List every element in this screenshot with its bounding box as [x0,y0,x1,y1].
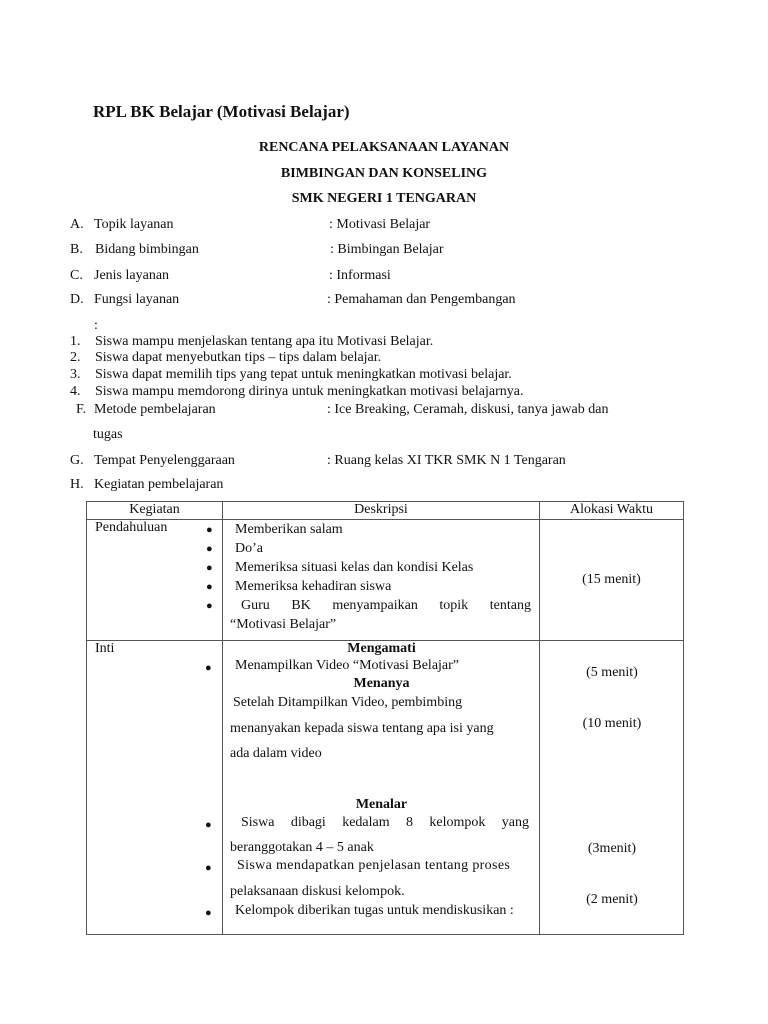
info-value-jenis: : Informasi [329,268,391,283]
word: Guru [241,598,270,613]
header-kegiatan: Kegiatan [87,502,223,520]
objective-text: Siswa dapat memilih tips yang tepat untuk meningkatkan motivasi belajar. [95,367,512,382]
objective-text: Siswa mampu menjelaskan tentang apa itu Motivasi Belajar. [95,334,434,349]
bullet-icon: ● [205,862,212,874]
info-label-fungsi: Fungsi layanan [94,292,180,307]
time-allocation: (15 menit) [582,572,641,587]
info-value-fungsi: : Pemahaman dan Pengembangan [327,292,516,307]
cell-time-pendahuluan [540,520,684,641]
kegiatan-inti: Inti [95,641,115,656]
cell-kegiatan-inti [87,641,223,935]
info-letter-d: D. [70,292,84,307]
place-label: Tempat Penyelenggaraan [94,453,235,468]
time-allocation: (5 menit) [586,665,638,680]
objective-text: Siswa mampu memdorong dirinya untuk meningkatkan motivasi belajarnya. [95,384,524,399]
header-deskripsi: Deskripsi [223,502,540,520]
section-mengamati: Mengamati [347,641,416,656]
word: topik [439,598,469,613]
list-item: Memeriksa kehadiran siswa [235,579,392,594]
method-value: : Ice Breaking, Ceramah, diskusi, tanya jawab dan [327,402,609,417]
objective-text: Siswa dapat menyebutkan tips – tips dalam belajar. [95,350,382,365]
info-letter-c: C. [70,268,83,283]
list-item: Memberikan salam [235,522,343,537]
menanya-text: Setelah Ditampilkan Video, pembimbing [233,695,463,710]
cell-deskripsi-inti [205,641,540,935]
bullet-icon: ● [205,819,212,831]
bullet-icon: ● [206,543,213,555]
stray-colon: : [94,318,98,333]
activity-label: Kegiatan pembelajaran [94,477,224,492]
info-label-bidang: Bidang bimbingan [95,242,199,257]
word: yang [501,815,529,830]
method-value-continued: tugas [93,427,123,442]
info-label-topik: Topik layanan [94,217,174,232]
place-letter: G. [70,453,84,468]
objective-number: 3. [70,367,81,382]
activity-table [86,501,684,935]
info-value-topik: : Motivasi Belajar [329,217,431,232]
header-alokasi-waktu: Alokasi Waktu [540,502,684,520]
list-item-continued: pelaksanaan diskusi kelompok. [230,884,405,899]
heading-line-2: BIMBINGAN DAN KONSELING [280,166,488,181]
time-allocation: (3menit) [587,841,637,856]
info-letter-a: A. [70,217,84,232]
info-letter-b: B. [70,242,83,257]
word: kedalam [342,815,390,830]
menanya-text: menanyakan kepada siswa tentang apa isi yang [230,721,494,736]
cell-deskripsi-pendahuluan [206,520,540,641]
word: menyampaikan [332,598,418,613]
list-item: Kelompok diberikan tugas untuk mendiskusikan : [235,903,514,918]
objective-number: 4. [70,384,81,399]
method-letter: F. [76,402,87,417]
section-menanya: Menanya [353,676,410,691]
list-item: Menampilkan Video “Motivasi Belajar” [235,658,460,673]
activity-letter: H. [70,477,84,492]
word: BK [291,598,311,613]
heading-line-1: RENCANA PELAKSANAAN LAYANAN [258,140,510,155]
bullet-icon: ● [205,907,212,919]
bullet-icon: ● [206,600,213,612]
bullet-icon: ● [206,562,213,574]
word: Siswa [241,815,275,830]
list-item: Do’a [235,541,263,556]
place-value: : Ruang kelas XI TKR SMK N 1 Tengaran [327,453,566,468]
list-item-continued: beranggotakan 4 – 5 anak [230,840,374,855]
list-item: Memeriksa situasi kelas dan kondisi Kelas [235,560,474,575]
menanya-text: ada dalam video [230,746,322,761]
word: dibagi [290,815,326,830]
list-item-justified [206,596,531,615]
objective-number: 1. [70,334,81,349]
list-item: Siswa mendapatkan penjelasan tentang proses [237,858,511,873]
cell-time-inti [540,641,684,935]
objective-number: 2. [70,350,81,365]
info-label-jenis: Jenis layanan [94,268,170,283]
info-value-bidang: : Bimbingan Belajar [330,242,444,257]
word: 8 [406,815,413,830]
kegiatan-pendahuluan: Pendahuluan [95,520,168,535]
method-label: Metode pembelajaran [94,402,216,417]
time-allocation: (10 menit) [582,716,642,731]
list-item-justified [241,815,529,831]
section-menalar: Menalar [355,797,408,812]
bullet-icon: ● [206,524,213,536]
word: kelompok [429,815,486,830]
list-item-continued: “Motivasi Belajar” [230,617,337,632]
word: tentang [489,598,531,613]
bullet-icon: ● [205,662,212,674]
cell-kegiatan-pendahuluan [87,520,223,641]
bullet-icon: ● [206,581,213,593]
heading-line-3: SMK NEGERI 1 TENGARAN [291,191,477,206]
time-allocation: (2 menit) [586,892,638,907]
document-title: RPL BK Belajar (Motivasi Belajar) [93,102,350,121]
